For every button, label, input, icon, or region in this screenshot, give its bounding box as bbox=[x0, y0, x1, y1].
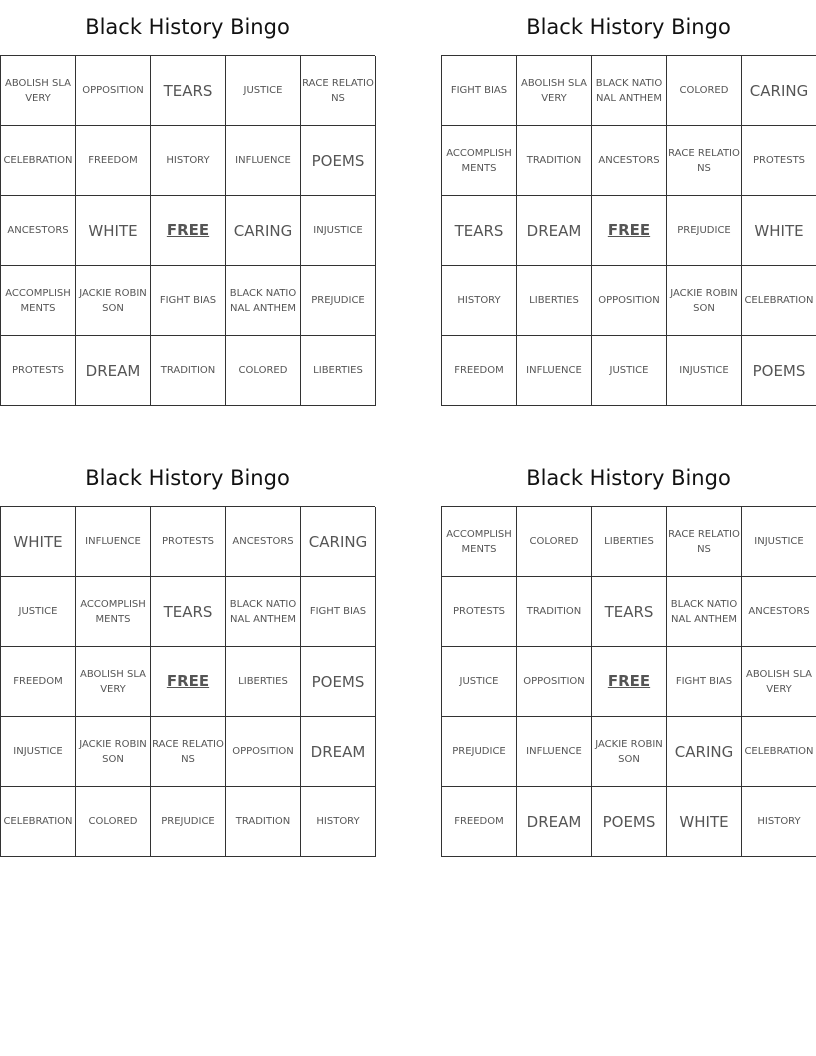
bingo-cell-label: TEARS bbox=[163, 81, 213, 100]
bingo-cell-label: LIBERTIES bbox=[313, 365, 363, 376]
bingo-card-1 bbox=[0, 0, 375, 406]
bingo-cell-label: COLORED bbox=[529, 536, 579, 547]
bingo-cell bbox=[76, 126, 151, 196]
bingo-cell-label: ABOLISH SLAVERY bbox=[521, 77, 587, 104]
bingo-cell-label: CELEBRATION bbox=[3, 155, 73, 166]
bingo-cell bbox=[1, 787, 76, 857]
free-space-cell bbox=[592, 196, 667, 266]
bingo-cell-label: ABOLISH SLAVERY bbox=[746, 668, 812, 695]
bingo-cell-label: JACKIE ROBINSON bbox=[670, 287, 738, 314]
card-title: Black History Bingo bbox=[526, 15, 731, 39]
bingo-cell-label: INJUSTICE bbox=[754, 536, 804, 547]
bingo-cell-label: COLORED bbox=[88, 816, 138, 827]
bingo-cell bbox=[301, 56, 376, 126]
bingo-grid bbox=[0, 55, 375, 406]
bingo-cell-label: JUSTICE bbox=[243, 85, 283, 96]
bingo-grid bbox=[441, 55, 816, 406]
bingo-cell-label: CARING bbox=[308, 532, 368, 551]
bingo-cell-label: JACKIE ROBINSON bbox=[79, 738, 147, 765]
bingo-cell-label: HISTORY bbox=[457, 295, 501, 306]
bingo-cell bbox=[742, 56, 816, 126]
bingo-cell-label: HISTORY bbox=[757, 816, 801, 827]
bingo-cell-label: DREAM bbox=[85, 361, 141, 380]
bingo-cell-label: POEMS bbox=[311, 672, 365, 691]
bingo-cell-label: INJUSTICE bbox=[679, 365, 729, 376]
bingo-cell-label: ACCOMPLISHMENTS bbox=[446, 528, 512, 555]
bingo-cell bbox=[742, 336, 816, 406]
bingo-cell-label: COLORED bbox=[238, 365, 288, 376]
bingo-cell-label: INJUSTICE bbox=[13, 746, 63, 757]
bingo-cell bbox=[226, 507, 301, 577]
bingo-cell bbox=[301, 647, 376, 717]
bingo-cell-label: WHITE bbox=[88, 221, 138, 240]
bingo-cell bbox=[226, 787, 301, 857]
bingo-cell-label: JACKIE ROBINSON bbox=[79, 287, 147, 314]
bingo-cell bbox=[151, 717, 226, 787]
bingo-cell bbox=[1, 577, 76, 647]
bingo-cell bbox=[442, 647, 517, 717]
bingo-cell-label: OPPOSITION bbox=[82, 85, 144, 96]
bingo-cell bbox=[517, 196, 592, 266]
bingo-cell bbox=[592, 717, 667, 787]
bingo-cell bbox=[76, 507, 151, 577]
bingo-cell bbox=[742, 507, 816, 577]
bingo-cell-label: JUSTICE bbox=[609, 365, 649, 376]
bingo-cell-label: RACE RELATIONS bbox=[668, 147, 740, 174]
bingo-cell-label: FREEDOM bbox=[454, 365, 504, 376]
bingo-cell bbox=[517, 336, 592, 406]
bingo-cell bbox=[76, 787, 151, 857]
bingo-cell-label: TEARS bbox=[163, 602, 213, 621]
bingo-cell bbox=[76, 196, 151, 266]
bingo-cell-label: HISTORY bbox=[166, 155, 210, 166]
bingo-cell bbox=[592, 126, 667, 196]
bingo-cell-label: LIBERTIES bbox=[529, 295, 579, 306]
bingo-cell-label: ACCOMPLISHMENTS bbox=[446, 147, 512, 174]
bingo-cell bbox=[1, 196, 76, 266]
bingo-cell-label: WHITE bbox=[679, 812, 729, 831]
bingo-cell-label: JUSTICE bbox=[459, 676, 499, 687]
bingo-cell-label: BLACK NATIONAL ANTHEM bbox=[229, 287, 297, 314]
bingo-cell bbox=[151, 787, 226, 857]
bingo-cell-label: DREAM bbox=[310, 742, 366, 761]
bingo-cell-label: POEMS bbox=[752, 361, 806, 380]
bingo-cell bbox=[592, 336, 667, 406]
bingo-cell bbox=[226, 336, 301, 406]
bingo-cell-label: JUSTICE bbox=[18, 606, 58, 617]
bingo-cell-label: BLACK NATIONAL ANTHEM bbox=[229, 598, 297, 625]
bingo-cell bbox=[442, 126, 517, 196]
bingo-cell-label: WHITE bbox=[754, 221, 804, 240]
bingo-cell bbox=[592, 577, 667, 647]
bingo-cell bbox=[76, 577, 151, 647]
bingo-cell bbox=[517, 647, 592, 717]
bingo-cell-label: TRADITION bbox=[160, 365, 216, 376]
bingo-cell-label: TRADITION bbox=[526, 155, 582, 166]
bingo-cell bbox=[1, 647, 76, 717]
bingo-cell bbox=[151, 507, 226, 577]
bingo-cell-label: RACE RELATIONS bbox=[302, 77, 374, 104]
bingo-cell bbox=[151, 577, 226, 647]
card-title: Black History Bingo bbox=[85, 15, 290, 39]
bingo-cell-label: PROTESTS bbox=[11, 365, 65, 376]
bingo-cell-label: CELEBRATION bbox=[744, 295, 814, 306]
bingo-cell-label: PROTESTS bbox=[452, 606, 506, 617]
bingo-cell bbox=[742, 266, 816, 336]
bingo-cell-label: OPPOSITION bbox=[598, 295, 660, 306]
bingo-cell bbox=[592, 507, 667, 577]
bingo-cell bbox=[151, 126, 226, 196]
bingo-cell-label: DREAM bbox=[526, 812, 582, 831]
bingo-cell bbox=[517, 717, 592, 787]
bingo-cell-label: CARING bbox=[674, 742, 734, 761]
bingo-cell bbox=[517, 266, 592, 336]
bingo-cell bbox=[301, 717, 376, 787]
bingo-cell-label: ACCOMPLISHMENTS bbox=[80, 598, 146, 625]
bingo-cell-label: FIGHT BIAS bbox=[675, 676, 733, 687]
bingo-cell bbox=[442, 787, 517, 857]
bingo-cell-label: RACE RELATIONS bbox=[152, 738, 224, 765]
bingo-cell bbox=[742, 196, 816, 266]
bingo-cell-label: POEMS bbox=[602, 812, 656, 831]
bingo-cell bbox=[667, 336, 742, 406]
bingo-cell-label: FREE bbox=[607, 221, 651, 239]
bingo-cell bbox=[667, 787, 742, 857]
bingo-cell-label: CARING bbox=[233, 221, 293, 240]
bingo-cell-label: TEARS bbox=[454, 221, 504, 240]
bingo-cell-label: POEMS bbox=[311, 151, 365, 170]
bingo-cell-label: PROTESTS bbox=[161, 536, 215, 547]
bingo-cell bbox=[301, 577, 376, 647]
bingo-cell bbox=[667, 126, 742, 196]
free-space-cell bbox=[151, 196, 226, 266]
bingo-cell-label: INJUSTICE bbox=[313, 225, 363, 236]
bingo-cell-label: LIBERTIES bbox=[238, 676, 288, 687]
bingo-cell-label: PREJUDICE bbox=[677, 225, 731, 236]
bingo-cell bbox=[76, 717, 151, 787]
bingo-cell-label: CELEBRATION bbox=[744, 746, 814, 757]
bingo-cell-label: DREAM bbox=[526, 221, 582, 240]
bingo-cell-label: ANCESTORS bbox=[232, 536, 294, 547]
bingo-cell bbox=[76, 336, 151, 406]
bingo-cell bbox=[592, 266, 667, 336]
bingo-grid bbox=[441, 506, 816, 857]
bingo-cell-label: LIBERTIES bbox=[604, 536, 654, 547]
bingo-cell bbox=[442, 56, 517, 126]
bingo-cell bbox=[1, 56, 76, 126]
bingo-cell-label: FREEDOM bbox=[88, 155, 138, 166]
bingo-cell-label: FIGHT BIAS bbox=[450, 85, 508, 96]
bingo-cell-label: ANCESTORS bbox=[7, 225, 69, 236]
bingo-cell-label: ANCESTORS bbox=[598, 155, 660, 166]
bingo-cell bbox=[301, 266, 376, 336]
bingo-cell bbox=[442, 717, 517, 787]
bingo-cell-label: FREEDOM bbox=[13, 676, 63, 687]
bingo-cell-label: OPPOSITION bbox=[523, 676, 585, 687]
bingo-cell-label: INFLUENCE bbox=[85, 536, 141, 547]
bingo-cell-label: PREJUDICE bbox=[452, 746, 506, 757]
bingo-cell-label: TRADITION bbox=[235, 816, 291, 827]
bingo-cell bbox=[226, 126, 301, 196]
bingo-cell-label: PROTESTS bbox=[752, 155, 806, 166]
bingo-cell-label: INFLUENCE bbox=[235, 155, 291, 166]
bingo-cell bbox=[742, 717, 816, 787]
bingo-cell bbox=[76, 56, 151, 126]
bingo-cell-label: FREE bbox=[166, 221, 210, 239]
bingo-cell bbox=[517, 787, 592, 857]
bingo-cell bbox=[442, 577, 517, 647]
bingo-cell bbox=[667, 577, 742, 647]
bingo-cell-label: TEARS bbox=[604, 602, 654, 621]
bingo-cell bbox=[517, 126, 592, 196]
bingo-cell bbox=[226, 717, 301, 787]
bingo-cell-label: RACE RELATIONS bbox=[668, 528, 740, 555]
free-space-cell bbox=[592, 647, 667, 717]
bingo-cell-label: FREEDOM bbox=[454, 816, 504, 827]
bingo-cell-label: ANCESTORS bbox=[748, 606, 810, 617]
bingo-cell bbox=[742, 126, 816, 196]
bingo-cell bbox=[1, 336, 76, 406]
bingo-card-3 bbox=[0, 451, 375, 857]
bingo-cell bbox=[226, 266, 301, 336]
bingo-cell bbox=[76, 647, 151, 717]
bingo-cell bbox=[667, 507, 742, 577]
bingo-cell bbox=[442, 266, 517, 336]
bingo-cell bbox=[226, 196, 301, 266]
bingo-cell-label: TRADITION bbox=[526, 606, 582, 617]
bingo-cell bbox=[667, 647, 742, 717]
bingo-cell bbox=[301, 336, 376, 406]
bingo-cell-label: JACKIE ROBINSON bbox=[595, 738, 663, 765]
bingo-cell bbox=[742, 647, 816, 717]
bingo-cell-label: PREJUDICE bbox=[311, 295, 365, 306]
bingo-card-4 bbox=[441, 451, 816, 857]
bingo-cell bbox=[592, 787, 667, 857]
bingo-cell-label: FREE bbox=[607, 672, 651, 690]
bingo-cell bbox=[1, 717, 76, 787]
bingo-cell-label: PREJUDICE bbox=[161, 816, 215, 827]
bingo-cell bbox=[151, 336, 226, 406]
bingo-cell-label: FREE bbox=[166, 672, 210, 690]
bingo-cell bbox=[301, 126, 376, 196]
bingo-cell-label: BLACK NATIONAL ANTHEM bbox=[595, 77, 663, 104]
bingo-cell-label: ABOLISH SLAVERY bbox=[80, 668, 146, 695]
bingo-cell-label: OPPOSITION bbox=[232, 746, 294, 757]
bingo-cell bbox=[76, 266, 151, 336]
bingo-cell bbox=[226, 577, 301, 647]
bingo-cell bbox=[667, 56, 742, 126]
bingo-cell bbox=[667, 196, 742, 266]
card-title: Black History Bingo bbox=[526, 466, 731, 490]
bingo-cell-label: INFLUENCE bbox=[526, 746, 582, 757]
bingo-cell-label: ABOLISH SLAVERY bbox=[5, 77, 71, 104]
bingo-cell bbox=[301, 196, 376, 266]
bingo-card-2 bbox=[441, 0, 816, 406]
bingo-cell bbox=[592, 56, 667, 126]
bingo-cell bbox=[667, 717, 742, 787]
bingo-cell bbox=[301, 787, 376, 857]
bingo-cell bbox=[442, 196, 517, 266]
bingo-cell-label: CELEBRATION bbox=[3, 816, 73, 827]
bingo-cell bbox=[667, 266, 742, 336]
bingo-cell-label: ACCOMPLISHMENTS bbox=[5, 287, 71, 314]
bingo-cell-label: FIGHT BIAS bbox=[159, 295, 217, 306]
bingo-cell bbox=[442, 336, 517, 406]
bingo-cell bbox=[517, 56, 592, 126]
bingo-cell bbox=[517, 577, 592, 647]
bingo-cell bbox=[1, 266, 76, 336]
bingo-cell bbox=[1, 507, 76, 577]
bingo-cell bbox=[1, 126, 76, 196]
card-title: Black History Bingo bbox=[85, 466, 290, 490]
bingo-cell-label: WHITE bbox=[13, 532, 63, 551]
bingo-cell bbox=[517, 507, 592, 577]
bingo-cell-label: INFLUENCE bbox=[526, 365, 582, 376]
bingo-cell-label: HISTORY bbox=[316, 816, 360, 827]
bingo-cell bbox=[226, 647, 301, 717]
bingo-grid bbox=[0, 506, 375, 857]
bingo-cell-label: CARING bbox=[749, 81, 809, 100]
bingo-cell bbox=[442, 507, 517, 577]
bingo-cell bbox=[151, 56, 226, 126]
bingo-cell bbox=[742, 787, 816, 857]
free-space-cell bbox=[151, 647, 226, 717]
bingo-cell bbox=[742, 577, 816, 647]
bingo-cell-label: BLACK NATIONAL ANTHEM bbox=[670, 598, 738, 625]
bingo-cell-label: FIGHT BIAS bbox=[309, 606, 367, 617]
bingo-cell bbox=[151, 266, 226, 336]
bingo-cell bbox=[226, 56, 301, 126]
bingo-cell bbox=[301, 507, 376, 577]
bingo-cell-label: COLORED bbox=[679, 85, 729, 96]
